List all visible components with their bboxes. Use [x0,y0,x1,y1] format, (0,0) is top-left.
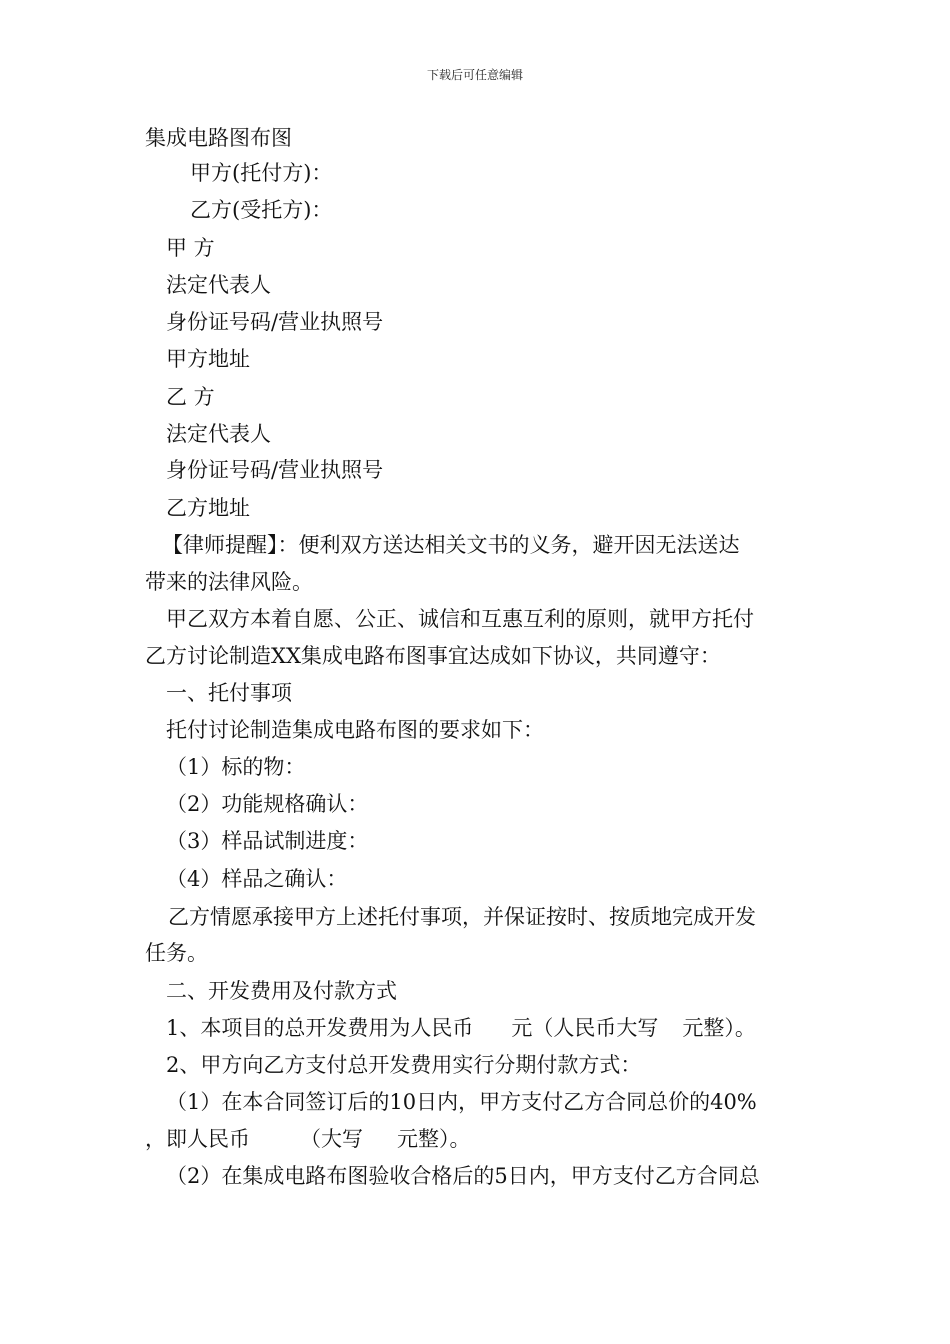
section-1-requirement: 托付讨论制造集成电路布图的要求如下： [166,718,544,742]
section-2-heading: 二、开发费用及付款方式 [166,979,397,1003]
section-1-heading: 一、托付事项 [166,681,292,705]
party-b-address: 乙方地址 [166,496,250,520]
clause-1-text-b: 元（人民币大写 [511,1016,659,1040]
intro-line-2: 乙方讨论制造XX集成电路布图事宜达成如下协议，共同遵守： [145,644,721,668]
party-a-heading: 甲 方 [166,236,215,260]
section-1-item: （1）标的物： [166,755,306,779]
payment-2-line-1: （2）在集成电路布图验收合格后的5日内，甲方支付乙方合同总 [166,1164,760,1188]
payment-1-text-b: （大写 [300,1127,363,1151]
payment-1-text-c: 元整）。 [397,1127,471,1151]
page-header-note: 下载后可任意编辑 [426,68,523,82]
party-a-id-number: 身份证号码/营业执照号 [166,310,384,334]
clause-1-text-a: 1、本项目的总开发费用为人民币 [166,1016,474,1040]
section-1-item: （4）样品之确认： [166,867,348,891]
payment-1-text-a: ，即人民币 [145,1127,250,1151]
document-title: 集成电路图布图 [145,126,292,150]
payment-1-line-2 [145,1126,471,1152]
section-1-commitment-line-2: 任务。 [145,941,208,965]
section-2-clause-1 [166,1015,756,1041]
section-1-commitment-line-1: 乙方情愿承接甲方上述托付事项，并保证按时、按质地完成开发 [168,905,756,929]
party-b-legal-rep: 法定代表人 [166,422,271,446]
intro-line-1: 甲乙双方本着自愿、公正、诚信和互惠互利的原则，就甲方托付 [166,607,754,631]
clause-1-text-c: 元整）。 [682,1016,756,1040]
party-a-label: 甲方(托付方)： [190,161,333,185]
party-b-label: 乙方(受托方)： [190,198,333,222]
section-2-clause-2: 2、甲方向乙方支付总开发费用实行分期付款方式： [166,1053,642,1077]
payment-1-line-1: （1）在本合同签订后的10日内，甲方支付乙方合同总价的40% [166,1090,757,1114]
lawyer-note-line-1: 【律师提醒】：便利双方送达相关文书的义务，避开因无法送达 [162,533,740,557]
section-1-item: （2）功能规格确认： [166,792,369,816]
party-a-legal-rep: 法定代表人 [166,273,271,297]
lawyer-note-line-2: 带来的法律风险。 [145,570,313,594]
party-b-heading: 乙 方 [166,385,215,409]
section-1-item: （3）样品试制进度： [166,829,369,853]
party-b-id-number: 身份证号码/营业执照号 [166,458,384,482]
party-a-address: 甲方地址 [166,347,250,371]
